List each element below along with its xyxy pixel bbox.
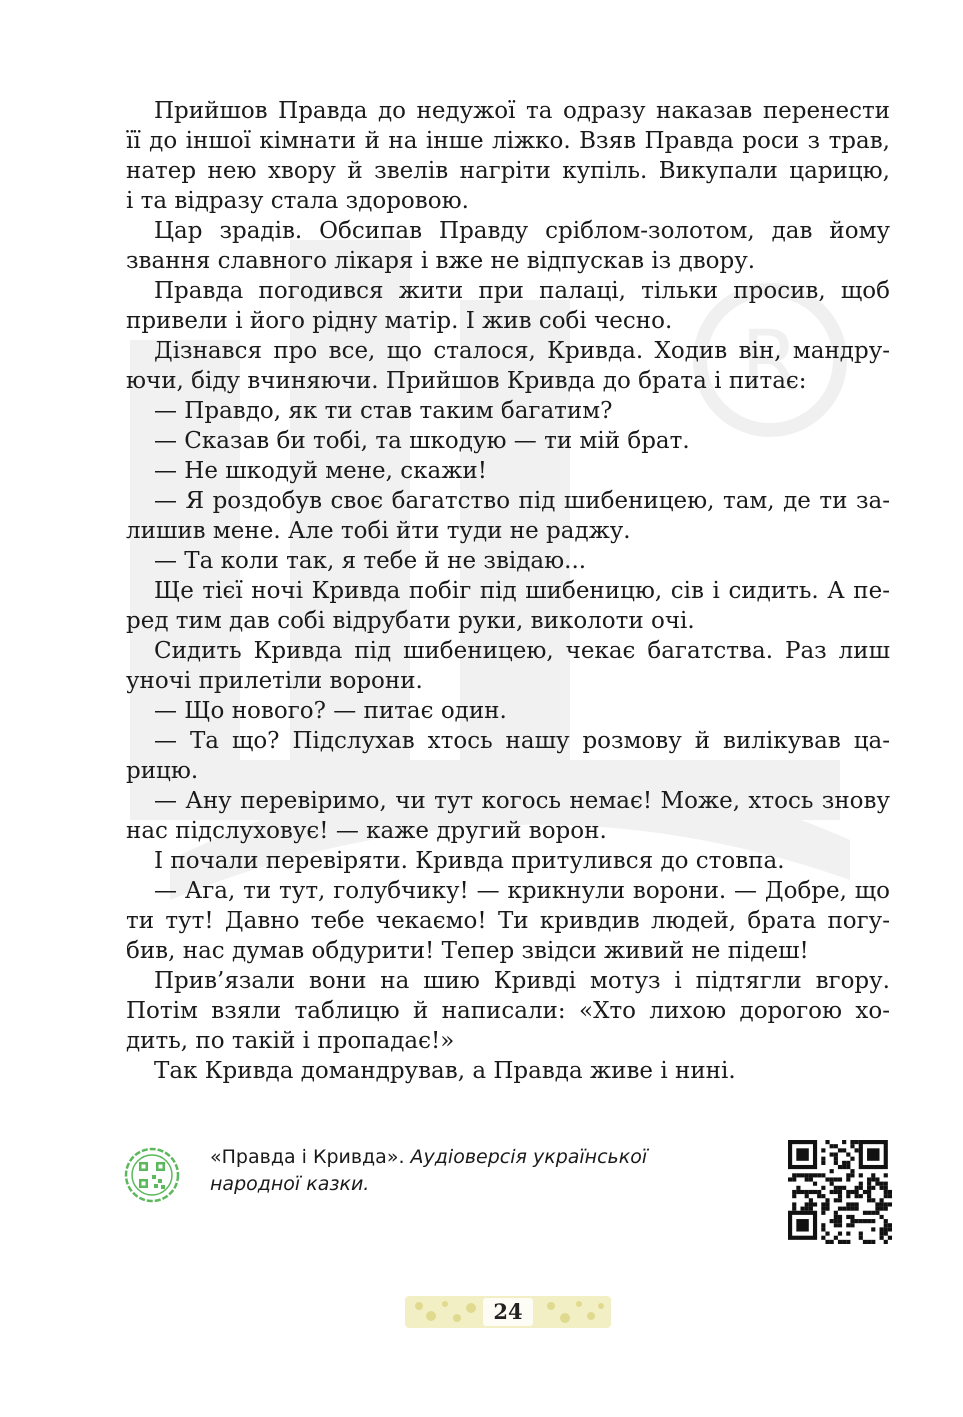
story-line: ред тим дав собі відрубати руки, виколоти очі. <box>126 608 695 634</box>
story-line: нас підслуховує! — каже другий ворон. <box>126 818 607 844</box>
qr-audio-icon[interactable] <box>124 1147 180 1203</box>
story-line: Ще тієї ночі Кривда побіг під шибеницю, сів і сидить. А пе- <box>154 578 890 604</box>
page-footer <box>405 1292 611 1332</box>
story-line: бив, нас думав обдурити! Тепер звідси живий не підеш! <box>126 938 809 964</box>
story-text <box>126 96 890 1086</box>
story-line: Прив’язали вони на шию Кривді мотуз і підтягли вгору. <box>154 968 890 994</box>
story-line: Дізнався про все, що сталося, Кривда. Ходив він, мандру- <box>154 338 890 364</box>
story-line: ючи, біду вчиняючи. Прийшов Кривда до брата і питає: <box>126 368 807 394</box>
story-line: — Правдо, як ти став таким багатим? <box>154 398 613 424</box>
story-line: Сидить Кривда під шибеницею, чекає багатства. Раз лиш <box>154 638 890 664</box>
audio-subtitle: Аудіоверсія української народної казки. <box>210 1146 648 1195</box>
story-line: Так Кривда домандрував, а Правда живе і нині. <box>154 1058 736 1084</box>
story-line: Прийшов Правда до недужої та одразу наказав перенести <box>154 98 890 124</box>
story-line: натер нею хвору й звелів нагріти купіль. Викупали царицю, <box>126 158 890 184</box>
story-line: І почали перевіряти. Кривда притулився до стовпа. <box>154 848 785 874</box>
story-line: Правда погодився жити при палаці, тільки просив, щоб <box>154 278 890 304</box>
story-line: Цар зрадів. Обсипав Правду сріблом-золотом, дав йому <box>154 218 890 244</box>
story-line: лишив мене. Але тобі йти туди не раджу. <box>126 518 631 544</box>
story-line: дить, по такій і пропадає!» <box>126 1028 455 1054</box>
audio-title: «Правда і Кривда». <box>210 1146 405 1168</box>
story-line: звання славного лікаря і вже не відпускав із двору. <box>126 248 756 274</box>
story-line: — Не шкодуй мене, скажи! <box>154 458 487 484</box>
story-line: — Та що? Підслухав хтось нашу розмову й вилікував ца- <box>154 728 890 754</box>
story-line: і та відразу стала здоровою. <box>126 188 469 214</box>
story-line: — Сказав би тобі, та шкодую — ти мій брат. <box>154 428 690 454</box>
story-line: уночі прилетіли ворони. <box>126 668 423 694</box>
story-line: привели і його рідну матір. І жив собі чесно. <box>126 308 673 334</box>
story-line: — Ага, ти тут, голубчику! — крикнули ворони. — Добре, що <box>154 878 890 904</box>
svg-text:R: R <box>740 312 800 410</box>
qr-code[interactable] <box>788 1140 892 1244</box>
audio-block <box>124 1140 894 1250</box>
story-line: — Я роздобув своє багатство під шибеницею, там, де ти за- <box>154 488 890 514</box>
story-line: Потім взяли таблицю й написали: «Хто лихою дорогою хо- <box>126 998 890 1024</box>
story-line: — Що нового? — питає один. <box>154 698 507 724</box>
story-line: рицю. <box>126 758 199 784</box>
story-line: — Та коли так, я тебе й не звідаю... <box>154 548 587 574</box>
story-line: ти тут! Давно тебе чекаємо! Ти кривдив людей, брата погу- <box>126 908 890 934</box>
story-line: її до іншої кімнати й на інше ліжко. Взяв Правда роси з трав, <box>126 128 890 154</box>
story-line: — Ану перевіримо, чи тут когось немає! Може, хтось знову <box>154 788 890 814</box>
audio-caption <box>210 1144 730 1198</box>
page-number: 24 <box>493 1299 523 1324</box>
